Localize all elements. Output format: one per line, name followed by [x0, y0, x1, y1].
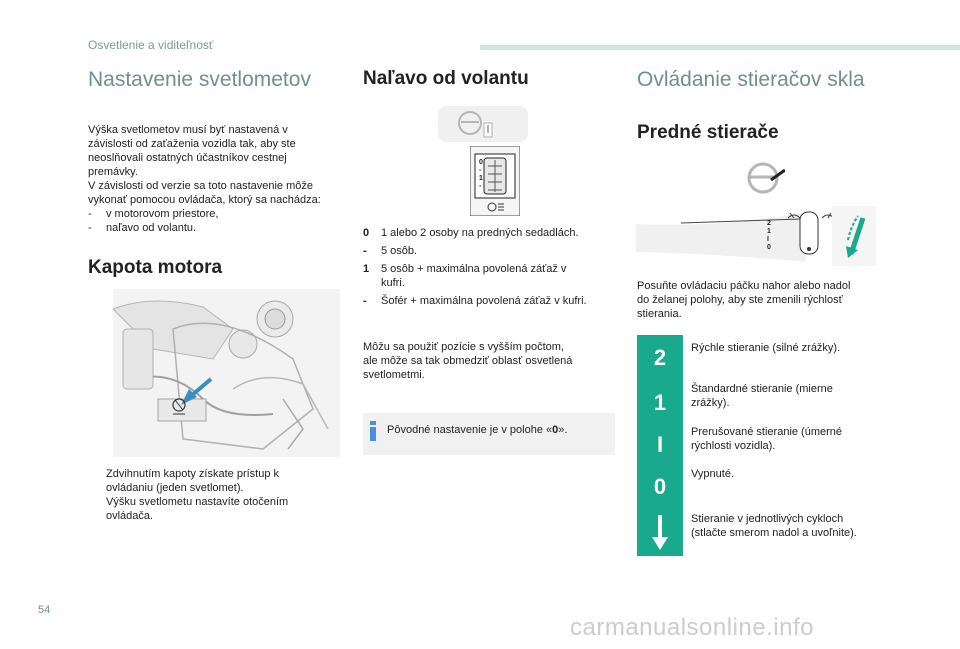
- header-bar: [480, 45, 960, 50]
- info-value: 0: [552, 424, 559, 436]
- desc-line: stierania.: [637, 308, 682, 320]
- mode-text-intermittent: [691, 425, 881, 453]
- step-line: ovládaniu (jeden svetlomet).: [106, 482, 244, 494]
- mode-text-normal: [691, 382, 881, 410]
- intro-line: Výška svetlometov musí byť nastavená v: [88, 124, 288, 136]
- info-text: [387, 423, 567, 437]
- intro-line: závislosti od zaťaženia vozidla tak, aby ste: [88, 138, 296, 150]
- right-title: Ovládanie stieračov skla: [637, 68, 865, 91]
- location-item: [88, 221, 348, 235]
- note-line: svetlometmi.: [363, 369, 425, 381]
- position-line: Šofér + maximálna povolená záťaž v kufri.: [381, 295, 587, 307]
- dial-mark: -: [479, 167, 482, 174]
- dial-mark: 1: [479, 175, 483, 182]
- location-text: naľavo od volantu.: [106, 222, 197, 234]
- mode-badge-intermittent: I: [637, 422, 683, 468]
- mode-badge-normal: 1: [637, 380, 683, 426]
- info-text-before: Pôvodné nastavenie je v polohe «: [387, 424, 553, 436]
- hood-step: [88, 495, 348, 523]
- intro-line: vykonať pomocou ovládača, ktorý sa nachádza:: [88, 194, 321, 206]
- desc-line: do želanej polohy, aby ste zmenili rýchlosť: [637, 294, 843, 306]
- position-item: [363, 226, 618, 240]
- mode-line: Štandardné stieranie (mierne: [691, 383, 833, 395]
- lever-marks: [767, 220, 771, 252]
- note-text: [363, 340, 618, 382]
- lever-mark: 0: [767, 244, 771, 251]
- mode-text-fast: [691, 341, 881, 355]
- position-key: 0: [363, 227, 370, 239]
- hood-step: [88, 467, 348, 495]
- info-icon: [368, 421, 378, 441]
- wiper-lever-illustration: [636, 206, 876, 266]
- engine-bay-illustration: [113, 289, 340, 457]
- hood-title: Kapota motora: [88, 257, 223, 278]
- lever-mark: I: [767, 236, 769, 243]
- dashboard-thumbnail: [438, 106, 528, 142]
- lever-mark: 2: [767, 220, 771, 227]
- position-item: [363, 244, 618, 258]
- mode-badge-off: 0: [637, 464, 683, 510]
- desc-line: Posuňte ovládaciu páčku nahor alebo nadol: [637, 280, 851, 292]
- mode-line: Prerušované stieranie (úmerné: [691, 426, 843, 438]
- location-item: [88, 207, 348, 221]
- watermark: carmanualsonline.info: [570, 614, 814, 641]
- lever-mark: 1: [767, 228, 771, 235]
- position-item: [363, 294, 618, 308]
- position-list: [363, 226, 618, 308]
- headlamp-dial: [470, 146, 520, 216]
- mode-line: (stlačte smerom nadol a uvoľnite).: [691, 527, 857, 539]
- mode-line: Stieranie v jednotlivých cykloch: [691, 513, 844, 525]
- dial-marks: [479, 159, 483, 191]
- mode-text-single: [691, 512, 891, 540]
- dial-mark: 0: [479, 159, 483, 166]
- position-key: -: [363, 245, 367, 257]
- right-subtitle: Predné stierače: [637, 122, 779, 143]
- left-title: Nastavenie svetlometov: [88, 68, 311, 91]
- intro-text: [88, 123, 348, 235]
- dial-mark: -: [479, 183, 482, 190]
- mode-badge-single: [637, 510, 683, 556]
- down-arrow-icon: [650, 515, 670, 551]
- location-text: v motorovom priestore,: [106, 208, 219, 220]
- intro-line: premávky.: [88, 166, 138, 178]
- page-number: 54: [38, 604, 51, 616]
- position-key: -: [363, 295, 367, 307]
- position-line: 5 osôb.: [381, 245, 418, 257]
- mode-line: zrážky).: [691, 397, 730, 409]
- position-line: kufri.: [381, 277, 405, 289]
- position-line: 5 osôb + maximálna povolená záťaž v: [381, 263, 567, 275]
- middle-title: Naľavo od volantu: [363, 68, 529, 89]
- list-marker: -: [88, 222, 92, 234]
- mode-line: Vypnuté.: [691, 468, 735, 480]
- step-line: ovládača.: [106, 510, 154, 522]
- intro-line: V závislosti od verzie sa toto nastavenie môže: [88, 180, 314, 192]
- position-line: 1 alebo 2 osoby na predných sedadlách.: [381, 227, 579, 239]
- list-marker: -: [88, 208, 92, 220]
- hood-steps: [88, 467, 348, 523]
- mode-line: Rýchle stieranie (silné zrážky).: [691, 342, 841, 354]
- info-text-after: ».: [558, 424, 568, 436]
- position-item: [363, 262, 618, 290]
- intro-line: neoslňovali ostatných účastníkov cestnej: [88, 152, 287, 164]
- wiper-description: [637, 279, 897, 321]
- position-key: 1: [363, 263, 370, 275]
- note-line: Môžu sa použiť pozície s vyšším počtom,: [363, 341, 564, 353]
- step-line: Zdvihnutím kapoty získate prístup k: [106, 468, 280, 480]
- mode-line: rýchlosti vozidla).: [691, 440, 776, 452]
- step-line: Výšku svetlometu nastavíte otočením: [106, 496, 289, 508]
- note-line: ale môže sa tak obmedziť oblasť osvetlená: [363, 355, 573, 367]
- mode-text-off: [691, 467, 881, 481]
- steering-wheel-thumbnail: [745, 160, 785, 196]
- mode-badge-fast: 2: [637, 335, 683, 381]
- section-header: Osvetlenie a viditeľnosť: [88, 38, 214, 52]
